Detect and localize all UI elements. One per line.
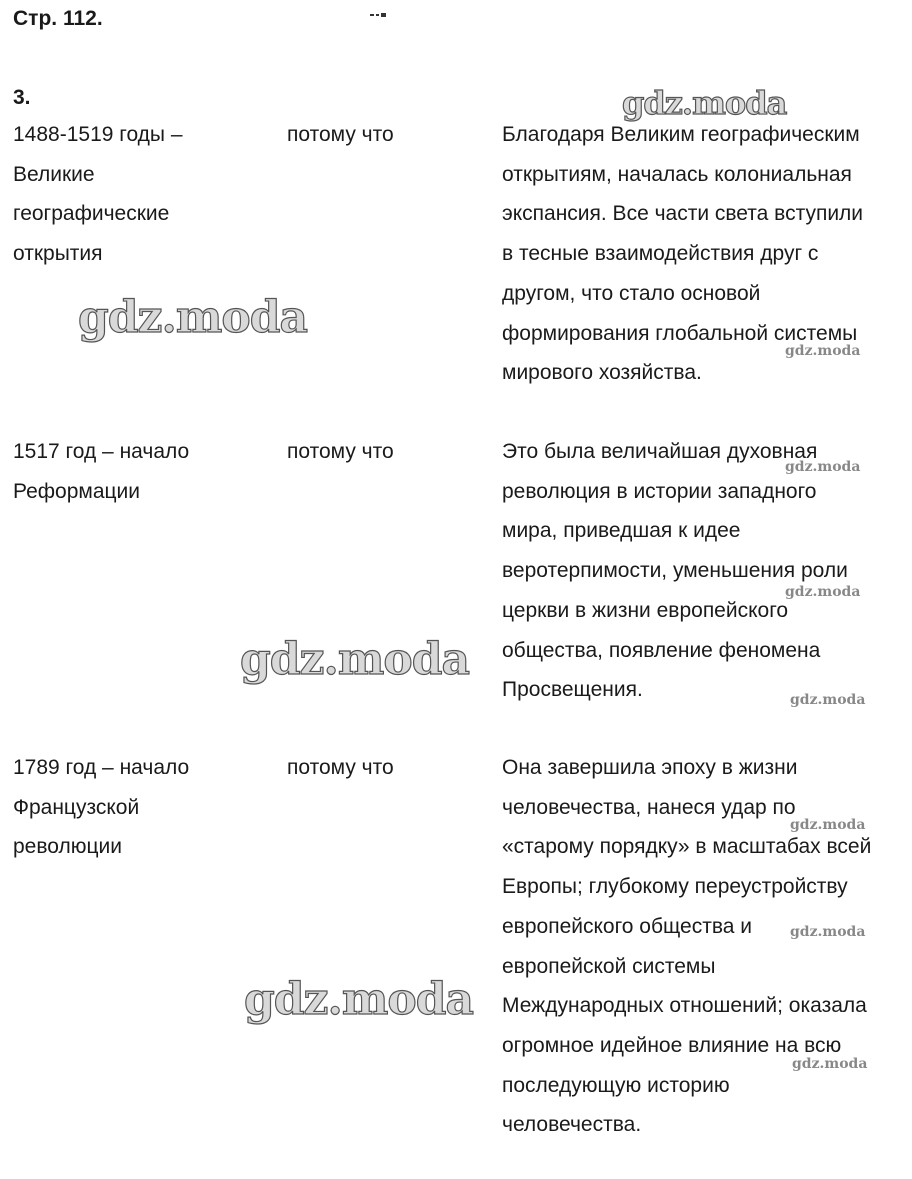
- explanation-1-line: в тесные взаимодействия друг с: [502, 242, 819, 266]
- link-1-text: потому что: [287, 123, 394, 146]
- explanation-1-line: формирования глобальной системы: [502, 321, 858, 345]
- explanation-3-line: последующую историю: [502, 1073, 730, 1097]
- event-3-line: 1789 год – начало: [13, 756, 190, 779]
- explanation-1-line: другом, что стало основой: [502, 281, 761, 305]
- watermark-logo: gdz.moda: [622, 84, 787, 122]
- explanation-1-line: мирового хозяйства.: [502, 361, 702, 385]
- watermark-logo: gdz.moda: [790, 817, 866, 833]
- link-2-text: потому что: [287, 440, 394, 463]
- explanation-2: [502, 432, 910, 710]
- explanation-1-line: Благодаря Великим географическим: [502, 123, 860, 146]
- watermark-logo: gdz.moda: [244, 974, 474, 1025]
- explanation-3-line: Она завершила эпоху в жизни: [502, 756, 798, 779]
- explanation-3-line: Европы; глубокому переустройству: [502, 875, 848, 899]
- explanation-2-line: веротерпимости, уменьшения роли: [502, 559, 848, 583]
- explanation-3-line: Международных отношений; оказала: [502, 994, 867, 1018]
- explanation-3-line: огромное идейное влияние на всю: [502, 1033, 842, 1057]
- link-1: [287, 115, 487, 155]
- link-3: [287, 748, 487, 788]
- explanation-1-line: экспансия. Все части света вступили: [502, 202, 864, 226]
- event-1-line: географические: [13, 202, 170, 226]
- watermark-logo: gdz.moda: [240, 634, 470, 685]
- page-header: Стр. 112.: [13, 7, 103, 30]
- explanation-3-line: европейской системы: [502, 954, 716, 978]
- event-3-line: Французской: [13, 795, 140, 819]
- explanation-2-line: мира, приведшая к идее: [502, 519, 741, 543]
- event-3-line: революции: [13, 835, 122, 859]
- explanation-2-line: церкви в жизни европейского: [502, 598, 789, 622]
- task-number: 3.: [13, 86, 31, 109]
- link-3-text: потому что: [287, 756, 394, 779]
- explanation-3-line: человечества.: [502, 1113, 642, 1137]
- link-2: [287, 432, 487, 472]
- explanation-1: [502, 115, 910, 393]
- explanation-2-line: Это была величайшая духовная: [502, 440, 818, 463]
- explanation-3-line: человечества, нанеся удар по: [502, 795, 796, 819]
- event-2-line: 1517 год – начало: [13, 440, 190, 463]
- event-2: [13, 432, 263, 511]
- watermark-logo: gdz.moda: [785, 584, 861, 600]
- explanation-2-line: общества, появление феномена: [502, 638, 821, 662]
- event-3: [13, 748, 263, 867]
- explanation-3-line: европейского общества и: [502, 914, 753, 938]
- explanation-2-line: Просвещения.: [502, 678, 643, 702]
- event-1-line: 1488-1519 годы –: [13, 123, 183, 146]
- event-1-line: Великие: [13, 162, 95, 186]
- watermark-logo: gdz.moda: [78, 292, 308, 343]
- scan-mark: [370, 12, 390, 18]
- explanation-2-line: революция в истории западного: [502, 479, 817, 503]
- explanation-3: [502, 748, 910, 1145]
- explanation-1-line: открытиям, началась колониальная: [502, 162, 852, 186]
- event-1: [13, 115, 263, 274]
- watermark-logo: gdz.moda: [785, 459, 861, 475]
- watermark-logo: gdz.moda: [790, 692, 866, 708]
- event-1-line: открытия: [13, 242, 103, 266]
- watermark-logo: gdz.moda: [785, 343, 861, 359]
- event-2-line: Реформации: [13, 479, 141, 503]
- explanation-3-line: «старому порядку» в масштабах всей: [502, 835, 872, 859]
- watermark-logo: gdz.moda: [790, 924, 866, 940]
- watermark-logo: gdz.moda: [792, 1056, 868, 1072]
